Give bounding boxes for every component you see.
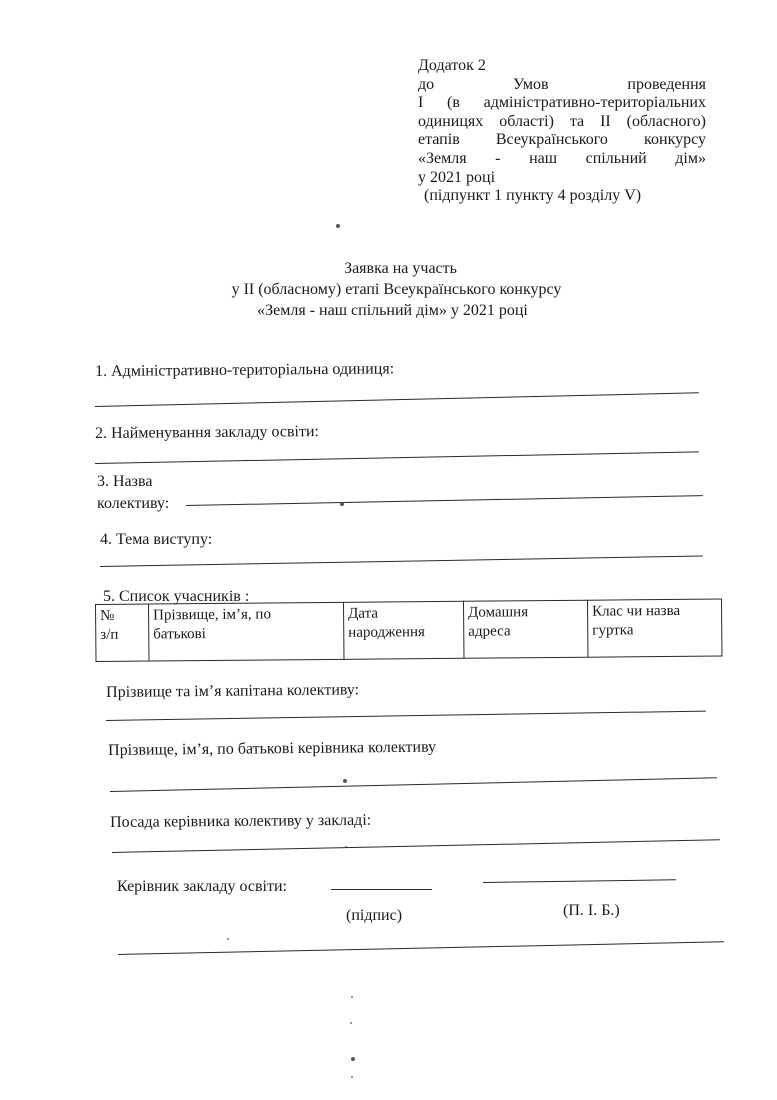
addendum-stage-line-1: І (в адміністративно-територіальних	[418, 94, 706, 112]
leader-position-label: Посада керівника колективу у закладі:	[110, 811, 372, 831]
scan-speck	[340, 502, 344, 506]
field-topic-line[interactable]	[100, 555, 703, 567]
scan-speck	[343, 779, 347, 783]
addendum-word-to: до	[418, 75, 435, 93]
addendum-reference: (підпункт 1 пункту 4 розділу V)	[424, 187, 642, 205]
form-title-line-1: Заявка на участь	[344, 260, 457, 277]
scan-speck	[351, 1076, 353, 1078]
header-birth-date-line-2: народження	[348, 624, 425, 641]
leader-line[interactable]	[110, 777, 717, 792]
field-topic-label: 4. Тема виступу:	[100, 531, 213, 548]
signature-caption: (підпис)	[346, 907, 403, 924]
participants-table	[95, 599, 722, 662]
scan-speck	[350, 1022, 352, 1024]
header-number	[96, 604, 149, 661]
captain-line[interactable]	[106, 711, 706, 721]
field-admin-unit-line[interactable]	[95, 392, 699, 407]
addendum-contest-name: «Земля - наш спільний дім»	[418, 149, 706, 167]
addendum-number: Додаток 2	[418, 57, 486, 74]
participants-table-header-row	[96, 599, 722, 661]
addendum-conditions-line	[418, 76, 706, 95]
scan-speck	[351, 996, 353, 998]
addendum-word-conditions: Умов	[512, 75, 549, 93]
header-home-address	[463, 600, 587, 658]
scan-speck	[227, 938, 229, 940]
scan-speck	[336, 224, 340, 228]
signature-line[interactable]	[331, 889, 432, 890]
field-team-name-line[interactable]	[186, 495, 703, 506]
field-participants-label: 5. Список учасників :	[103, 588, 250, 605]
full-name-caption: (П. І. Б.)	[563, 902, 620, 919]
form-title-line-2: у ІІ (обласному) етапі Всеукраїнського конкурсу	[231, 281, 562, 298]
field-institution-label: 2. Найменування закладу освіти:	[95, 423, 320, 442]
header-full-name-line-2: батькові	[153, 626, 206, 643]
captain-label: Прізвище та ім’я капітана колективу:	[106, 681, 360, 701]
header-class-line-2: гуртка	[592, 622, 634, 639]
leader-label: Прізвище, ім’я, по батькові керівника колективу	[108, 738, 437, 759]
form-title-line-3: «Земля - наш спільний дім» у 2021 році	[257, 302, 528, 319]
header-home-address-line-1: Домашня	[468, 604, 529, 621]
field-team-name-label: 3. Назва	[97, 473, 153, 490]
header-home-address-line-2: адреса	[468, 623, 511, 640]
header-class-line-1: Клас чи назва	[592, 602, 681, 620]
addendum-year: у 2021 році	[418, 168, 496, 186]
header-birth-date	[343, 601, 463, 659]
scan-speck	[351, 1057, 355, 1061]
full-name-line[interactable]	[483, 879, 676, 883]
addendum-stage-line-3: етапів Всеукраїнського конкурсу	[418, 131, 706, 149]
head-of-institution-label: Керівник закладу освіти:	[117, 878, 287, 895]
header-full-name-line-1: Прізвище, ім’я, по	[153, 606, 271, 624]
header-birth-date-line-1: Дата	[348, 605, 379, 622]
addendum-stage-line-2: одиницях області) та ІІ (обласного)	[418, 112, 706, 130]
addendum-word-holding: проведення	[627, 75, 707, 93]
field-team-label: колективу:	[97, 495, 170, 512]
header-number-line-1: №	[100, 607, 115, 624]
header-class-or-club	[587, 599, 721, 657]
bottom-line[interactable]	[118, 941, 724, 955]
field-institution-line[interactable]	[95, 451, 699, 464]
header-number-line-2: з/п	[100, 626, 119, 643]
header-full-name	[149, 602, 344, 661]
field-admin-unit-label: 1. Адміністративно-територіальна одиниця:	[95, 360, 395, 380]
addendum-block	[418, 57, 706, 206]
leader-position-line[interactable]	[112, 839, 720, 853]
